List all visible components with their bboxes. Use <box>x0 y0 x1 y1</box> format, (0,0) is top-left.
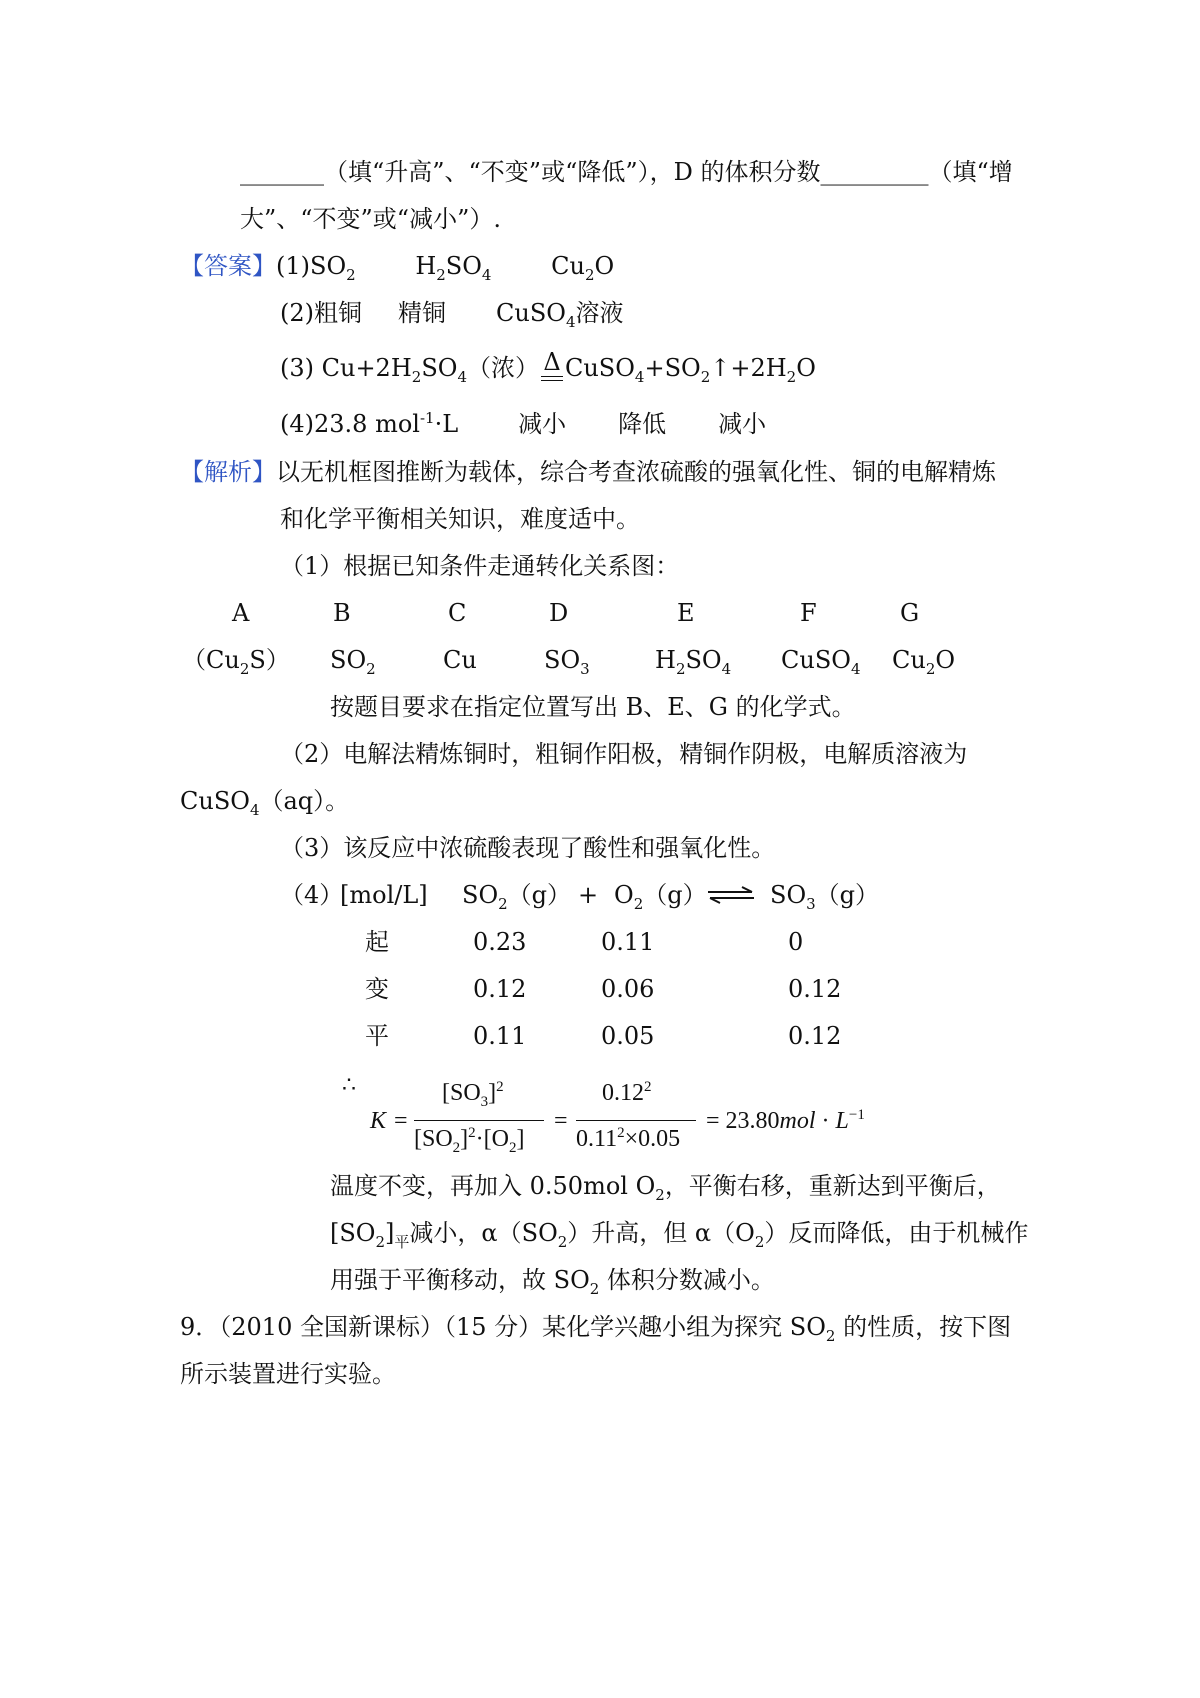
table-cell: 0.05 <box>601 1022 655 1050</box>
analysis-line-2: 和化学平衡相关知识，难度适中。 <box>280 505 640 533</box>
question-text-1: （填“升高”、“不变”或“降低”），D 的体积分数 <box>324 158 821 186</box>
table-row-label: 变 <box>365 975 389 1003</box>
table-cell: 0.12 <box>788 975 842 1003</box>
answer-tag: 【答案】 <box>180 252 276 280</box>
analysis-step-4-line-2: $[SO_2]_平$减小，$\alpha(SO_2)$升高，但 $\alpha(O_2)$反而降低，由于机械作 <box>330 1219 1029 1251</box>
fraction-2-numerator: 0.12$^2$ <box>602 1079 652 1106</box>
therefore-symbol: ∴ <box>342 1073 356 1098</box>
analysis-step-1: （1）根据已知条件走通转化关系图： <box>280 552 680 580</box>
letter-f: F <box>800 599 817 627</box>
question-9-line-2: 所示装置进行实验。 <box>180 1360 396 1388</box>
analysis-step-2-line-2: CuSO$_4$（aq）。 <box>180 787 350 819</box>
formula-e: $H_2SO_4$ <box>655 646 732 678</box>
answer-line-4: (4)23.8 mol$^{-1}$·L 减小 降低 减小 <box>280 409 767 438</box>
table-cell: 0.12 <box>473 975 527 1003</box>
analysis-tag: 【解析】 <box>180 458 276 486</box>
analysis-step-1-note: 按题目要求在指定位置写出 B、E、G 的化学式。 <box>330 693 856 721</box>
analysis-step-4-line-3: 用强于平衡移动，故 $SO_2$ 体积分数减小。 <box>330 1266 775 1298</box>
fraction-1-bar <box>414 1120 544 1121</box>
question-9-line-1: 9．（2010 全国新课标）（15 分）某化学兴趣小组为探究 $SO_2$ 的性质，按下图 <box>180 1313 1012 1345</box>
plus-sign: + <box>578 881 599 909</box>
analysis-step-4-line-1: 温度不变，再加入 0.50mol $O_2$，平衡右移，重新达到平衡后， <box>330 1172 1001 1204</box>
formula-b: $SO_2$ <box>330 646 376 678</box>
k-expression: K = $[SO_3]^2$ $[SO_2]^2\cdot[O_2]$ = $0.12^2$ $0.11^2\times 0.05$ = $23.80mol \cdot L^{-1}$ <box>370 1079 865 1156</box>
table-row-label: 平 <box>365 1022 389 1050</box>
table-cell: 0.12 <box>788 1022 842 1050</box>
unit-label: [mol/L] <box>340 881 428 909</box>
letter-a: A <box>232 599 250 627</box>
answer-line-1: 【答案】$(1)SO_2$ $H_2SO_4$ $Cu_2O$ <box>180 252 615 284</box>
letter-b: B <box>333 599 351 627</box>
formula-c: Cu <box>443 646 477 674</box>
reactant-o2: $O_2(g)$ <box>614 881 707 913</box>
fraction-2-bar <box>576 1120 696 1121</box>
answer-line-3: (3) $Cu+2H_2SO_4$（浓） Δ $CuSO_4+SO_2↑+2H_2O$ <box>280 348 816 386</box>
answer-line-2: (2)粗铜 精铜 CuSO$_4$溶液 <box>280 299 624 331</box>
fraction-1-denominator: $[SO_2]^2\cdot[O_2]$ <box>414 1125 525 1156</box>
letter-e: E <box>677 599 695 627</box>
analysis-line-1: 【解析】以无机框图推断为载体，综合考查浓硫酸的强氧化性、铜的电解精炼 <box>180 458 996 486</box>
question-text-1-end: （填“增 <box>928 158 1013 186</box>
formula-g: $Cu_2O$ <box>892 646 956 678</box>
table-cell: 0.06 <box>601 975 655 1003</box>
blank-1: _______ <box>240 158 324 186</box>
heat-symbol: Δ <box>539 352 565 384</box>
question-line-1 <box>240 156 1013 188</box>
table-cell: 0 <box>788 928 804 956</box>
table-cell: 0.23 <box>473 928 527 956</box>
letter-g: G <box>900 599 920 627</box>
question-line-2: 大”、“不变”或“减小”）. <box>240 205 501 233</box>
analysis-step-2-line-1: （2）电解法精炼铜时，粗铜作阳极，精铜作阴极，电解质溶液为 <box>280 740 968 768</box>
letter-d: D <box>549 599 569 627</box>
equilibrium-arrow-icon <box>706 886 756 904</box>
analysis-step-3: （3）该反应中浓硫酸表现了酸性和强氧化性。 <box>280 834 776 862</box>
table-row-label: 起 <box>365 928 389 956</box>
fraction-1-numerator: $[SO_3]^2$ <box>442 1079 504 1110</box>
letter-c: C <box>448 599 467 627</box>
step-4-label: （4） <box>280 881 344 909</box>
reactant-so2: $SO_2(g)$ <box>462 881 572 913</box>
table-cell: 0.11 <box>601 928 655 956</box>
formula-d: $SO_3$ <box>544 646 590 678</box>
formula-f: CuSO$_4$ <box>781 646 861 678</box>
table-cell: 0.11 <box>473 1022 527 1050</box>
k-result: = $23.80mol \cdot L^{-1}$ <box>706 1107 865 1134</box>
blank-2: _________ <box>820 158 929 186</box>
product-so3: $SO_3(g)$ <box>770 881 880 913</box>
fraction-2-denominator: $0.11^2\times 0.05$ <box>576 1125 681 1152</box>
formula-a: $(Cu_2S)$ <box>182 646 290 678</box>
